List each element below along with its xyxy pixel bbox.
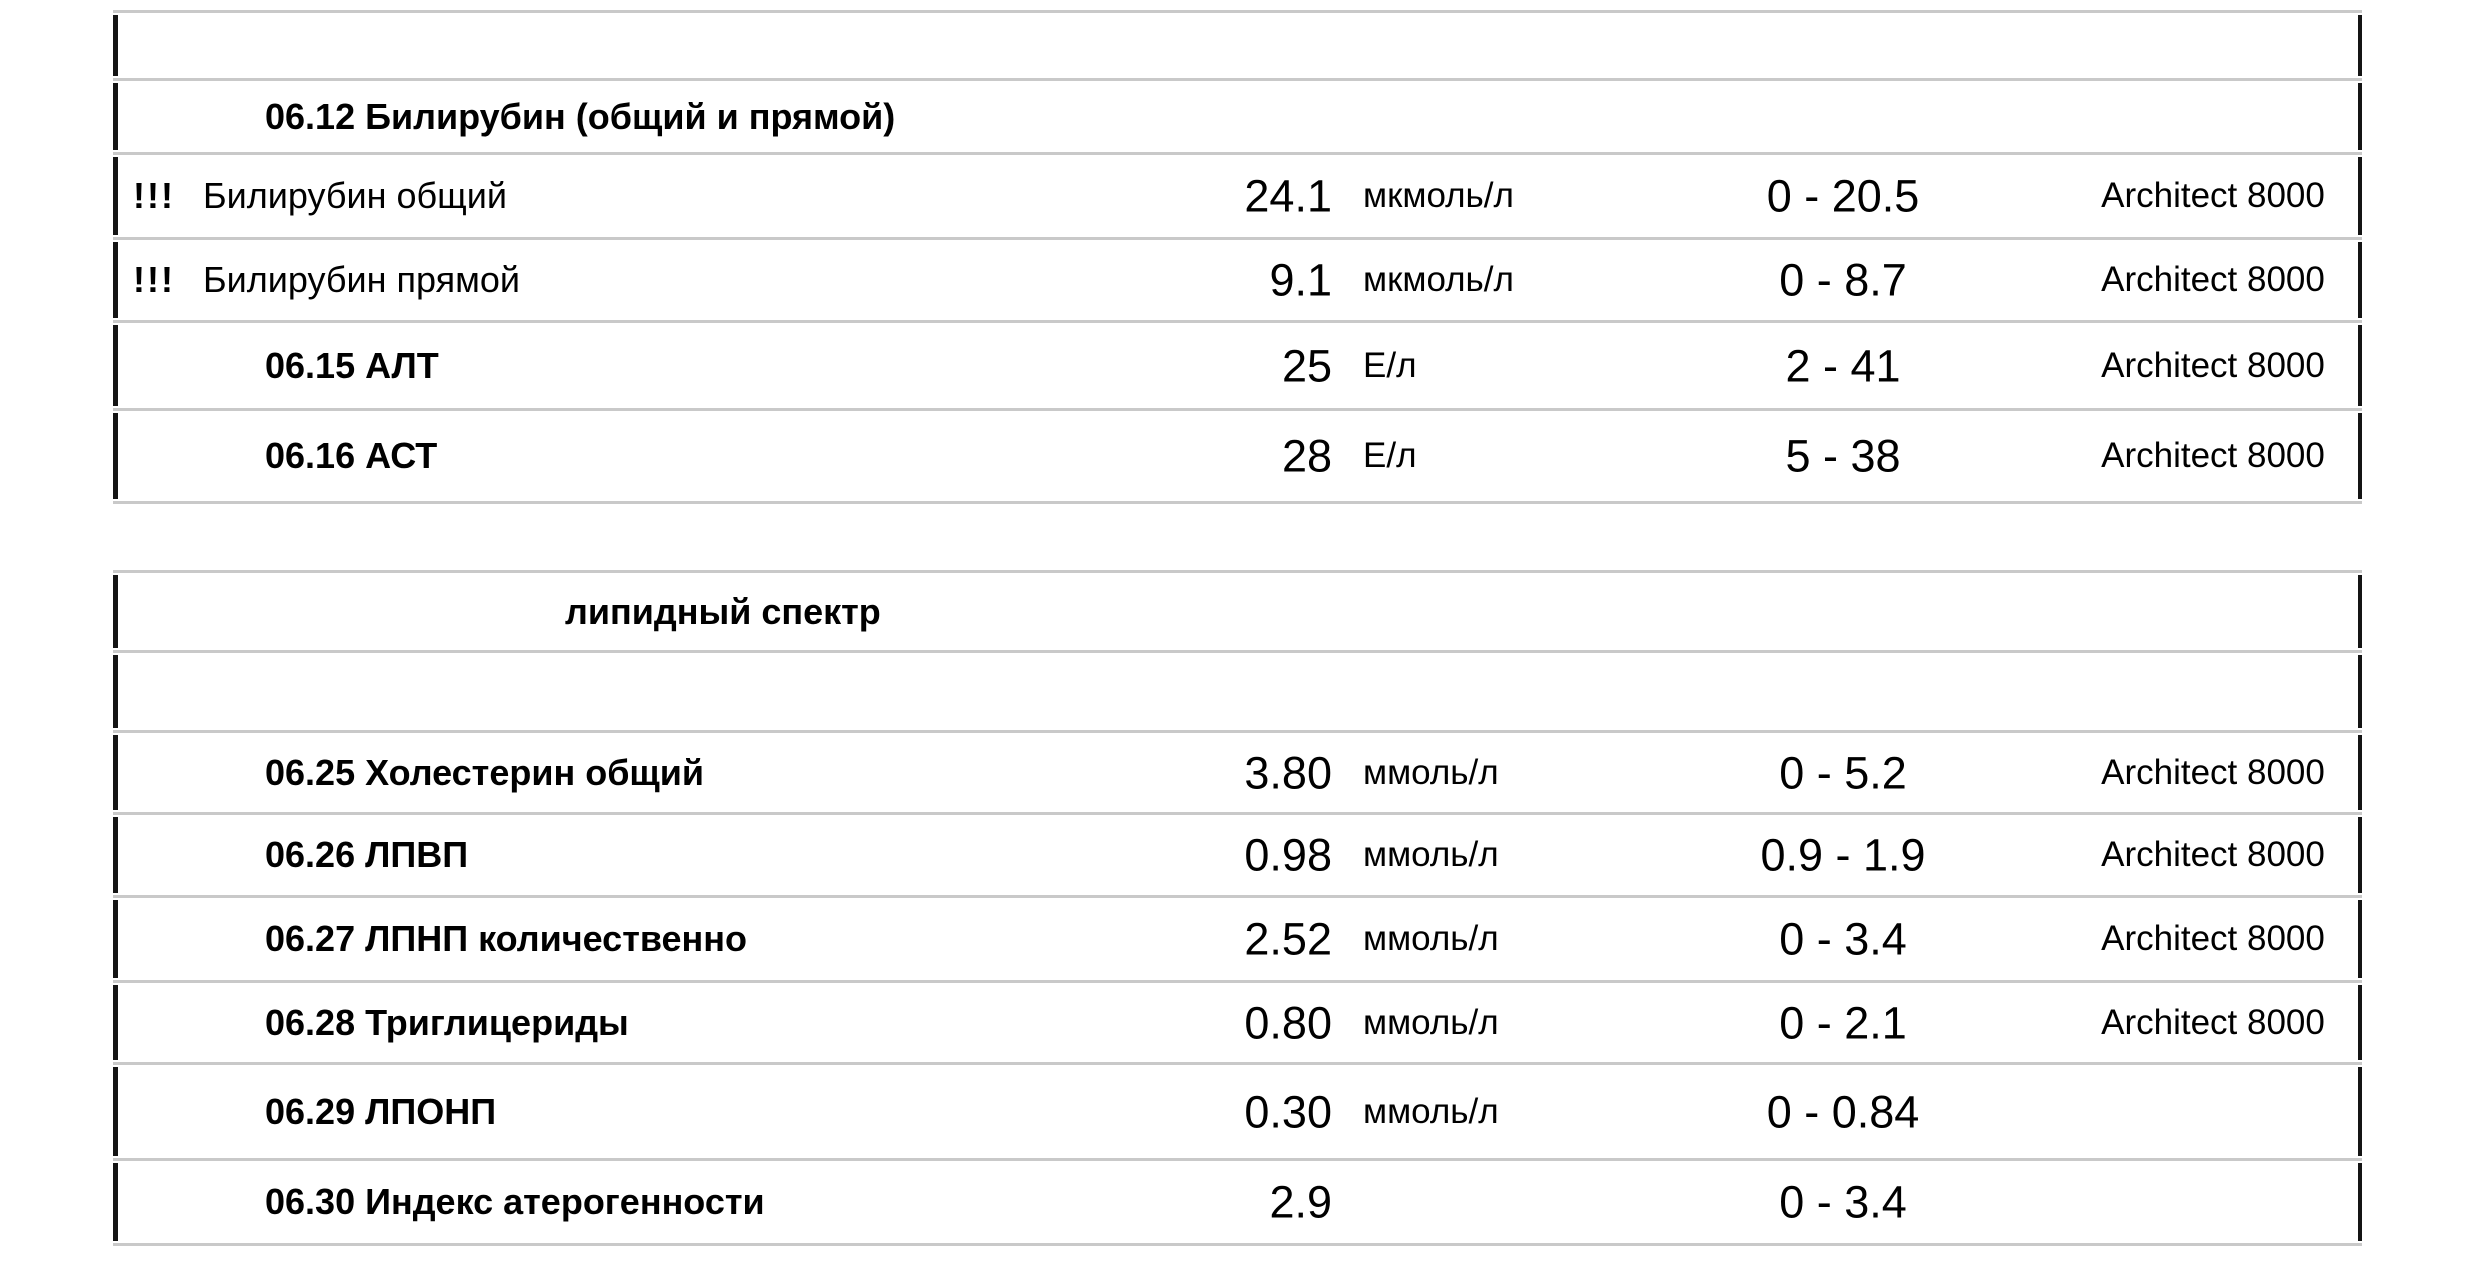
analyzer-name: Architect 8000 [2101,259,2325,299]
result-value: 2.52 [1244,913,1332,965]
test-name: 06.25 Холестерин общий [265,751,705,793]
table-row [113,895,2362,980]
abnormal-flag: !!! [133,259,175,301]
table-row [113,320,2362,408]
reference-range: 2 - 41 [1785,339,1901,391]
result-unit: мкмоль/л [1363,175,1514,215]
analyzer-name: Architect 8000 [2101,435,2325,475]
reference-range: 0 - 8.7 [1779,254,1907,306]
test-name: 06.26 ЛПВП [265,834,469,876]
result-value: 3.80 [1244,746,1332,798]
table-row [113,812,2362,895]
table-row [113,152,2362,237]
table-row-group [113,78,2362,152]
result-value: 25 [1281,339,1332,391]
reference-range: 0.9 - 1.9 [1760,829,1926,881]
analyzer-name: Architect 8000 [2101,175,2325,215]
result-value: 9.1 [1269,254,1332,306]
result-unit: ммоль/л [1363,752,1499,792]
group-header: 06.12 Билирубин (общий и прямой) [265,95,896,137]
result-unit: ммоль/л [1363,918,1499,958]
biochemistry-table [113,10,2362,504]
abnormal-flag: !!! [133,175,175,217]
reference-range: 0 - 2.1 [1779,996,1907,1048]
result-value: 2.9 [1269,1176,1332,1228]
result-unit: Е/л [1363,345,1417,385]
reference-range: 0 - 3.4 [1779,913,1907,965]
table-row-group [113,570,2362,650]
analyzer-name: Architect 8000 [2101,752,2325,792]
section-title: липидный спектр [565,590,881,632]
lipid-panel-table [113,570,2362,1246]
analyzer-name: Architect 8000 [2101,345,2325,385]
reference-range: 0 - 5.2 [1779,746,1907,798]
test-name: 06.27 ЛПНП количественно [265,918,747,960]
analyzer-name: Architect 8000 [2101,1002,2325,1042]
test-name: 06.15 АЛТ [265,344,439,386]
analyzer-name: Architect 8000 [2101,918,2325,958]
result-value: 0.30 [1244,1085,1332,1137]
reference-range: 0 - 0.84 [1766,1085,1920,1137]
table-row [113,408,2362,504]
result-unit: ммоль/л [1363,834,1499,874]
analyzer-name: Architect 8000 [2101,834,2325,874]
reference-range: 0 - 20.5 [1766,170,1920,222]
test-name: 06.28 Триглицериды [265,1001,629,1043]
table-row [113,237,2362,320]
table-row-empty [113,10,2362,78]
table-row [113,730,2362,812]
reference-range: 0 - 3.4 [1779,1176,1907,1228]
test-name: Билирубин прямой [203,259,520,301]
test-name: 06.30 Индекс атерогенности [265,1181,765,1223]
result-unit: Е/л [1363,435,1417,475]
result-unit: мкмоль/л [1363,259,1514,299]
table-row [113,1062,2362,1158]
test-name: Билирубин общий [203,175,507,217]
result-value: 24.1 [1244,170,1332,222]
result-value: 0.80 [1244,996,1332,1048]
result-unit: ммоль/л [1363,1002,1499,1042]
result-unit: ммоль/л [1363,1091,1499,1131]
test-name: 06.16 АСТ [265,435,438,477]
result-value: 0.98 [1244,829,1332,881]
table-row [113,1158,2362,1246]
table-row [113,980,2362,1062]
reference-range: 5 - 38 [1785,430,1901,482]
test-name: 06.29 ЛПОНП [265,1090,497,1132]
result-value: 28 [1281,430,1332,482]
table-row-empty [113,650,2362,730]
